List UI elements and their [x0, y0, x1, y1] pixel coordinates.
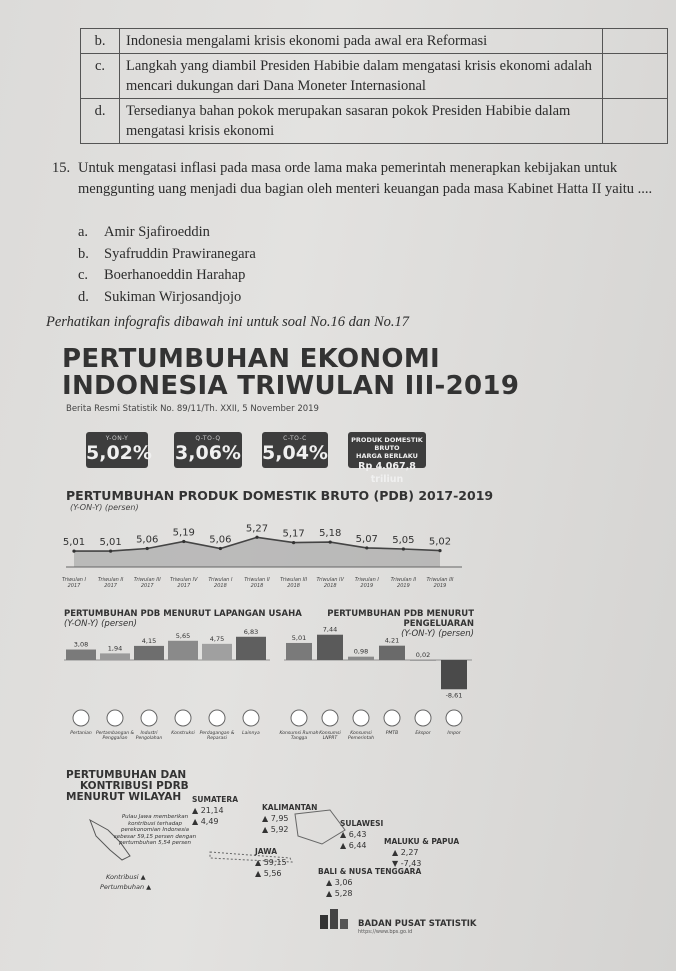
statement-table: [80, 28, 668, 144]
data-point: [365, 546, 368, 549]
data-label: 5,01: [99, 537, 122, 549]
stat-ctoc: C-TO-C 5,04%: [262, 432, 328, 468]
category-icon: [446, 710, 462, 726]
bar-value-label: -8,61: [445, 691, 463, 700]
category-icon: [353, 710, 369, 726]
line-area: [74, 537, 440, 567]
data-label: 5,01: [62, 537, 86, 549]
category-label: Konsumsi Pemerintah: [348, 731, 374, 741]
bar-value-label: 6,83: [243, 627, 259, 636]
option-a[interactable]: a. Amir Sjafiroeddin: [78, 224, 210, 240]
statement-text: Tersedianya bahan pokok merupakan sasaran pokok Presiden Habibie dalam mengatasi krisis ekonomi: [120, 99, 603, 144]
bar: [100, 653, 130, 660]
tick-label: Triwulan IV 2017: [170, 577, 198, 589]
bar-value-label: 1,94: [107, 644, 123, 653]
category-label: Perdagangan & Reparasi: [199, 731, 235, 741]
data-point: [72, 550, 75, 553]
map-legend: Kontribusi ▲ Pertumbuhan ▲: [100, 873, 152, 891]
category-icon: [73, 710, 89, 726]
pdb-growth-line-chart: [60, 515, 470, 610]
answer-cell[interactable]: [603, 29, 668, 54]
tick-label: Triwulan II 2019: [390, 577, 417, 589]
bps-logo-icon: [318, 905, 354, 935]
statement-row: [81, 99, 668, 144]
data-label: 5,27: [245, 523, 269, 535]
bar: [410, 660, 436, 661]
data-point: [438, 549, 441, 552]
answer-cell[interactable]: [603, 99, 668, 144]
data-label: 5,07: [355, 533, 378, 545]
regional-contribution-title: PERTUMBUHAN DAN KONTRIBUSI PDRB MENURUT WILAYAH: [66, 769, 189, 803]
statement-letter: d.: [81, 99, 120, 144]
data-label: 5,18: [319, 528, 342, 540]
bar: [348, 657, 374, 660]
bar-value-label: 0,98: [353, 647, 369, 656]
statement-letter: b.: [81, 29, 120, 54]
answer-options: [78, 222, 256, 308]
tick-label: Triwulan I 2017: [61, 577, 87, 589]
data-label: 5,19: [172, 527, 195, 539]
infographic-subtitle: Berita Resmi Statistik No. 89/11/Th. XXII, 5 November 2019: [66, 404, 319, 414]
category-icon: [243, 710, 259, 726]
answer-cell[interactable]: [603, 54, 668, 99]
tick-label: Triwulan III 2017: [133, 577, 161, 589]
statement-row: [81, 29, 668, 54]
category-label: Konstruksi: [171, 731, 195, 736]
category-icon: [107, 710, 123, 726]
statement-row: [81, 54, 668, 99]
category-icon: [141, 710, 157, 726]
bar-value-label: 4,75: [209, 634, 225, 643]
stat-qtoq: Q-TO-Q 3,06%: [174, 432, 242, 468]
pdb-growth-unit: (Y-ON-Y) (persen): [70, 503, 139, 512]
question-number: 15.: [52, 160, 71, 176]
bar-value-label: 5,01: [291, 633, 307, 642]
region-sumatera: SUMATERA ▲ 21,14 ▲ 4,49: [192, 795, 238, 826]
tick-label: Triwulan II 2017: [97, 577, 124, 589]
data-label: 5,06: [209, 534, 232, 546]
category-icon: [415, 710, 431, 726]
tick-label: Triwulan II 2018: [244, 577, 270, 589]
data-label: 5,06: [136, 534, 159, 546]
category-icon: [291, 710, 307, 726]
data-point: [329, 540, 332, 543]
bar-value-label: 0,02: [415, 650, 431, 659]
category-label: PMTB: [385, 731, 399, 736]
question-15: [52, 158, 668, 200]
category-label: Pertanian: [70, 731, 92, 736]
bps-logo-block: BADAN PUSAT STATISTIK https://www.bps.go.id: [318, 905, 354, 939]
pengeluaran-bar-chart: [279, 625, 478, 750]
category-label: Industri Pengolahan: [135, 731, 163, 741]
tick-label: Triwulan III 2019: [426, 577, 454, 589]
category-label: Pertambangan & Penggalian: [95, 731, 135, 741]
tick-label: Triwulan I 2018: [208, 577, 233, 589]
bar-value-label: 3,08: [73, 640, 89, 649]
data-point: [219, 547, 222, 550]
category-label: Impor: [447, 731, 461, 736]
data-label: 5,17: [282, 528, 305, 540]
data-point: [292, 541, 295, 544]
bar: [317, 635, 343, 660]
question-stem: Untuk mengatasi inflasi pada masa orde lama maka pemerintah menerapkan kebijakan untuk menggunting uang menjadi dua bagian oleh menteri keuangan pada masa Kabinet Hatta II yaitu ....: [78, 160, 653, 197]
region-jawa: JAWA ▲ 59,15 ▲ 5,56: [255, 847, 287, 878]
bar: [66, 650, 96, 660]
option-b[interactable]: b. Syafruddin Prawiranegara: [78, 245, 256, 262]
data-label: 5,02: [428, 536, 452, 548]
bar: [441, 660, 467, 689]
statement-text: Indonesia mengalami krisis ekonomi pada awal era Reformasi: [120, 29, 603, 54]
category-label: Konsumsi LNPRT: [319, 731, 341, 741]
category-label: Konsumsi Rumah Tangga: [279, 731, 319, 741]
lapangan-usaha-bar-chart: [60, 627, 280, 750]
pdb-growth-title: PERTUMBUHAN PRODUK DOMESTIK BRUTO (PDB) 2017-2019: [66, 488, 494, 503]
bar: [286, 643, 312, 660]
pengeluaran-title: PERTUMBUHAN PDB MENURUT PENGELUARAN (Y-ON-Y) (persen): [327, 609, 474, 639]
bar-value-label: 4,21: [384, 636, 400, 645]
region-bali-nusa-tenggara: BALI & NUSA TENGGARA ▲ 3,06 ▲ 5,28: [318, 867, 422, 898]
tick-label: Triwulan III 2018: [280, 577, 308, 589]
option-c[interactable]: c. Boerhanoeddin Harahap: [78, 267, 246, 283]
instruction-text: Perhatikan infografis dibawah ini untuk soal No.16 dan No.17: [46, 314, 410, 330]
bar: [168, 641, 198, 660]
data-label: 5,05: [392, 535, 415, 546]
category-label: Ekspor: [415, 731, 431, 736]
region-kalimantan: KALIMANTAN ▲ 7,95 ▲ 5,92: [262, 803, 318, 834]
lapangan-usaha-title: PERTUMBUHAN PDB MENURUT LAPANGAN USAHA (Y-ON-Y) (persen): [64, 609, 302, 629]
bar: [134, 646, 164, 660]
option-d[interactable]: d. Sukiman Wirjosandjojo: [78, 288, 242, 305]
data-point: [402, 547, 405, 550]
stat-yoy: Y-ON-Y 5,02%: [86, 432, 148, 468]
data-point: [182, 540, 185, 543]
jawa-contribution-note: Pulau Jawa memberikan kontribusi terhadap perekonomian Indonesia sebesar 59,15 persen dengan pertumbuhan 5,54 persen: [113, 814, 197, 846]
bar-value-label: 7,44: [322, 625, 338, 634]
category-label: Lainnya: [242, 731, 260, 736]
infographic-title: PERTUMBUHAN EKONOMI INDONESIA TRIWULAN III-2019: [62, 344, 520, 401]
tick-label: Triwulan IV 2018: [316, 577, 344, 589]
statement-text: Langkah yang diambil Presiden Habibie dalam mengatasi krisis ekonomi adalah mencari dukungan dari Dana Moneter Internasional: [120, 54, 603, 99]
data-point: [146, 547, 149, 550]
data-point: [255, 536, 258, 539]
data-point: [109, 550, 112, 553]
bar: [202, 644, 232, 660]
bar-value-label: 5,65: [175, 631, 191, 640]
category-icon: [175, 710, 191, 726]
region-maluku-papua: MALUKU & PAPUA ▲ 2,27 ▼ -7,43: [384, 837, 460, 868]
category-icon: [209, 710, 225, 726]
bar: [379, 646, 405, 660]
stat-pdb-nominal: PRODUK DOMESTIK BRUTO HARGA BERLAKU Rp 4.067,8 triliun: [348, 432, 426, 468]
statement-letter: c.: [81, 54, 120, 99]
tick-label: Triwulan I 2019: [354, 577, 379, 589]
bar-value-label: 4,15: [141, 636, 157, 645]
category-icon: [322, 710, 338, 726]
bar: [236, 637, 266, 660]
region-sulawesi: SULAWESI ▲ 6,43 ▲ 6,44: [340, 819, 384, 850]
category-icon: [384, 710, 400, 726]
